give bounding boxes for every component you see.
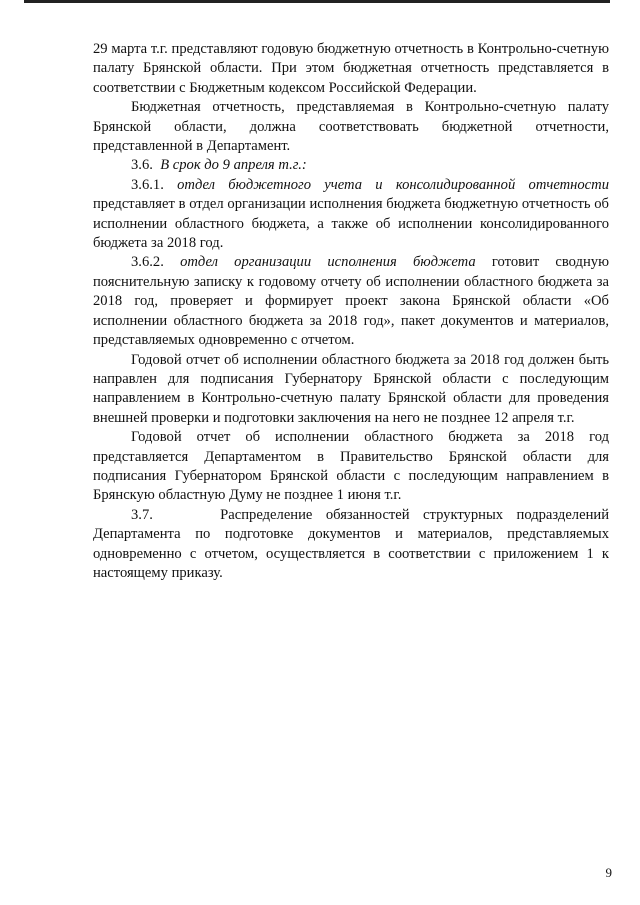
section-3-6-1-department: отдел бюджетного учета и консолидированной отчетности (177, 176, 609, 193)
top-border-line (24, 0, 610, 3)
section-3-6-2-number: 3.6.2. (131, 254, 164, 271)
paragraph-budget-reporting: Бюджетная отчетность, представляемая в Контрольно-счетную палату Брянской области, должна соответствовать бюджетной отчетности, представленной в Департамент. (93, 99, 609, 155)
section-3-6-2-text: готовит сводную пояснительную записку к годовому отчету об исполнении областного бюджета за 2018 год, проверяет и формирует проект закона Брянской области «Об исполнении областного бюджета за 2018 год», пакет документов и материалов, представляемых одновременно с отчетом. (93, 254, 609, 349)
paragraph-deadline-march: 29 марта т.г. представляют годовую бюджетную отчетность в Контрольно-счетную палату Брянской области. При этом бюджетная отчетность представляется в соответствии с Бюджетным кодексом Российской Федерации. (93, 41, 609, 96)
section-3-6-number: 3.6. (131, 157, 153, 174)
paragraph-annual-report-governor: Годовой отчет об исполнении областного бюджета за 2018 год должен быть направлен для подписания Губернатору Брянской области с последующим направлением в Контрольно-счетную палату Брянской области для проведения внешней проверки и подготовки заключения на него не позднее 12 апреля т.г. (93, 351, 609, 426)
paragraph-annual-report-duma: Годовой отчет об исполнении областного бюджета за 2018 год представляется Департаментом в Правительство Брянской области для подписания Губернатором Брянской области с последующим направлением в Брянскую областную Думу не позднее 1 июня т.г. (93, 429, 609, 504)
section-3-6 (93, 156, 609, 175)
document-body (93, 40, 609, 583)
section-3-6-1 (93, 176, 609, 254)
section-3-7 (93, 506, 609, 584)
section-3-6-1-number: 3.6.1. (131, 176, 164, 193)
section-3-6-heading: В срок до 9 апреля т.г.: (160, 157, 307, 174)
page-number: 9 (605, 865, 612, 880)
section-3-6-1-text: представляет в отдел организации исполнения бюджета бюджетную отчетность об исполнении областного бюджета, а также об исполнении консолидированного бюджета за 2018 год. (93, 196, 609, 252)
section-3-6-2-department: отдел организации исполнения бюджета (180, 254, 476, 271)
section-3-7-number: 3.7. (131, 506, 153, 523)
section-3-6-2 (93, 253, 609, 350)
section-3-7-text: Распределение обязанностей структурных подразделений Департамента по подготовке документов и материалов, представляемых одновременно с отчетом, осуществляется в соответствии с приложением 1 к настоящему приказу. (93, 506, 609, 581)
